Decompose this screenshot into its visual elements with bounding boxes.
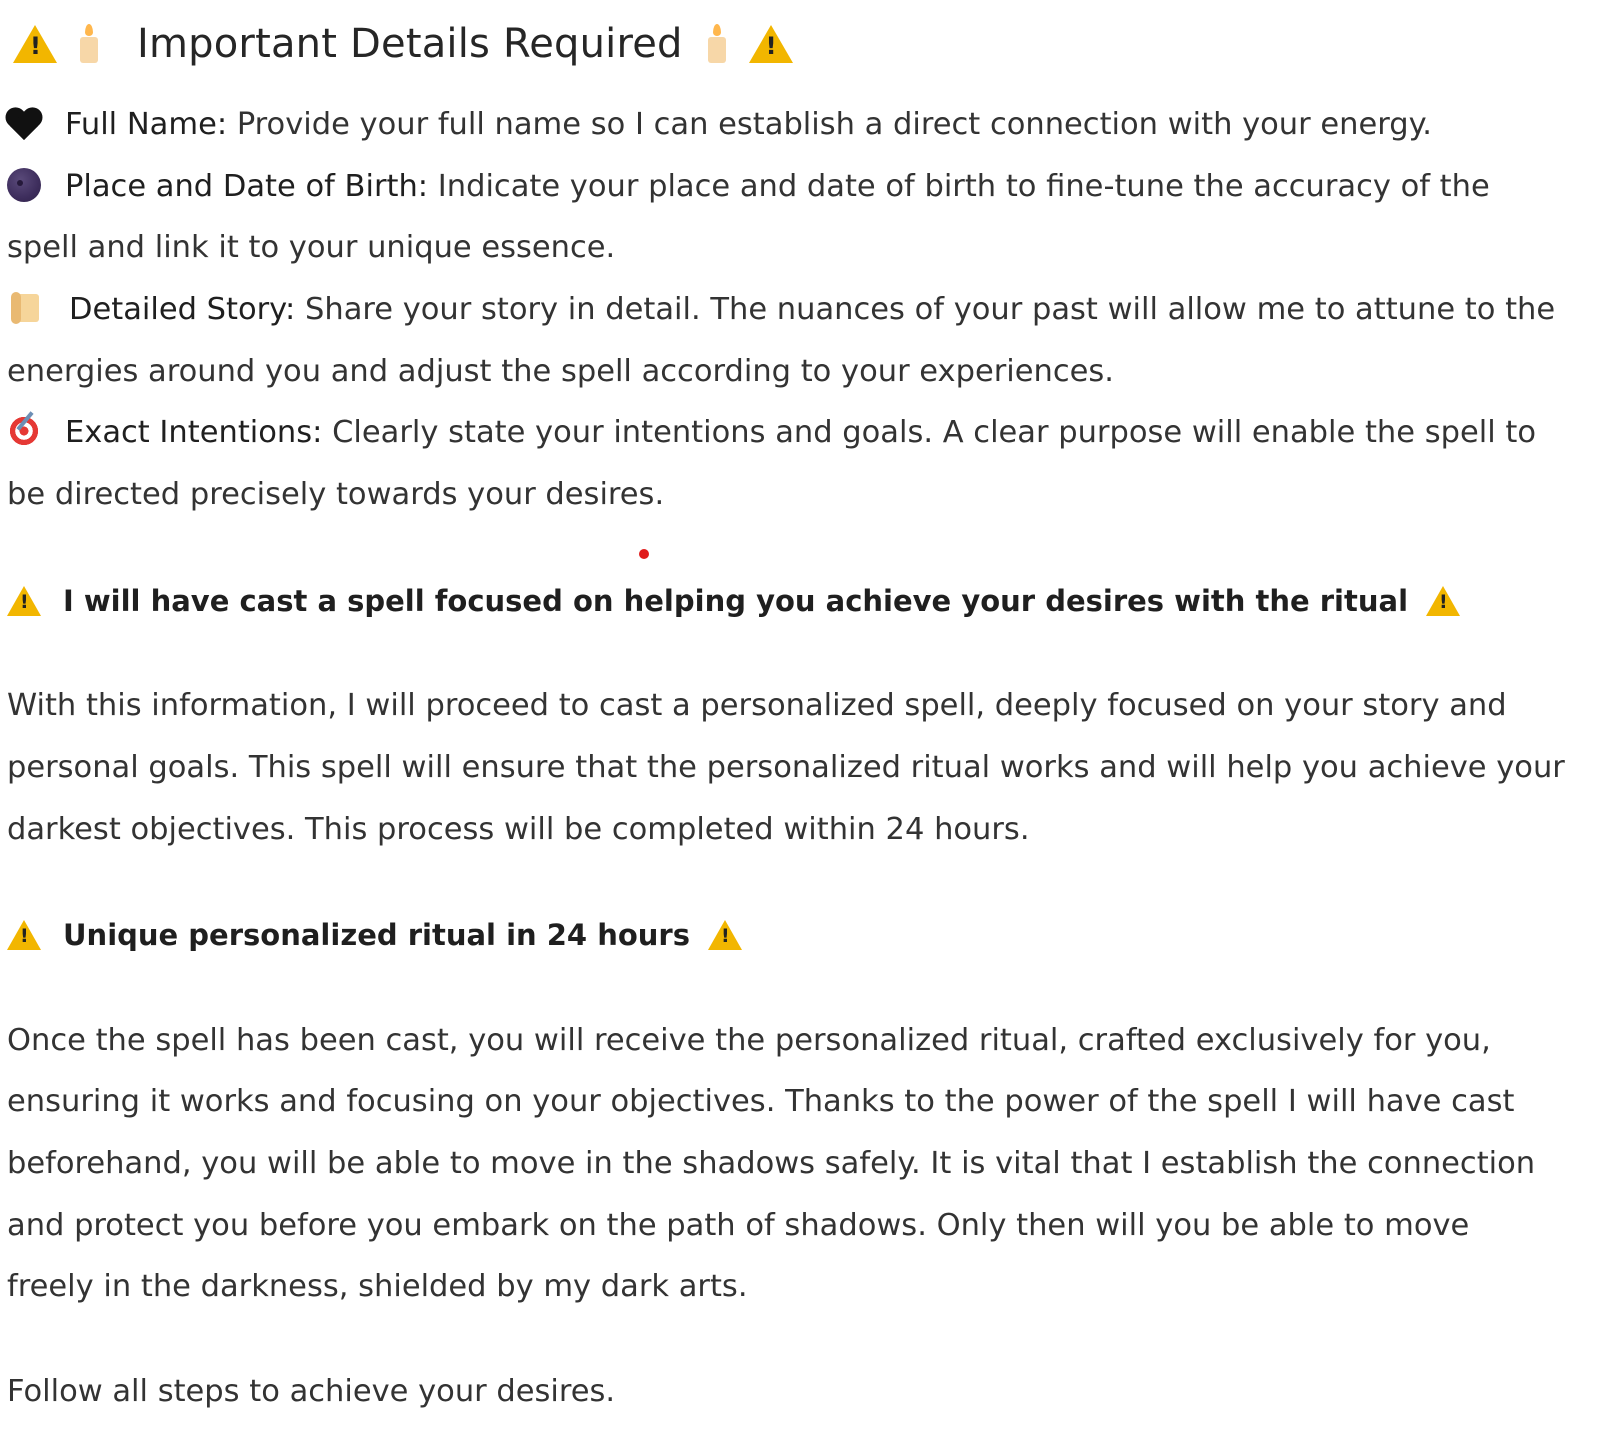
detail-text: Share your story in detail. The nuances of your past will allow me to attune to the	[305, 292, 1556, 327]
page-title	[13, 14, 793, 74]
paragraph-line: With this information, I will proceed to cast a personalized spell, deeply focused on your story and	[7, 688, 1507, 723]
detail-text: spell and link it to your unique essence.	[7, 230, 616, 265]
detail-birth-cont	[7, 228, 615, 268]
paragraph-line: personal goals. This spell will ensure that the personalized ritual works and will help you achieve your	[7, 750, 1565, 785]
warning-icon	[7, 586, 41, 616]
notice-ritual-24h	[7, 915, 742, 955]
candle-icon	[707, 24, 727, 64]
warning-icon	[708, 920, 742, 950]
warning-icon	[1426, 586, 1460, 616]
notice-ritual-spell	[7, 581, 1460, 621]
detail-story-cont	[7, 352, 1114, 392]
paragraph-line: and protect you before you embark on the path of shadows. Only then will you be able to move	[7, 1208, 1470, 1243]
detail-text: Provide your full name so I can establish a direct connection with your energy.	[236, 107, 1432, 142]
paragraph-line: darkest objectives. This process will be completed within 24 hours.	[7, 812, 1030, 847]
target-icon	[7, 414, 41, 448]
detail-birth	[7, 167, 1490, 207]
detail-label: Full Name:	[65, 107, 228, 142]
moon-icon	[7, 168, 41, 202]
warning-icon	[749, 25, 793, 63]
detail-intentions	[7, 413, 1536, 453]
detail-intentions-cont	[7, 475, 664, 515]
warning-icon	[13, 25, 57, 63]
detail-label: Exact Intentions:	[65, 415, 323, 450]
notice-text: I will have cast a spell focused on helping you achieve your desires with the ritual	[63, 584, 1409, 618]
detail-text: be directed precisely towards your desires.	[7, 477, 665, 512]
red-dot-marker	[639, 549, 649, 559]
detail-text: Clearly state your intentions and goals. A clear purpose will enable the spell to	[332, 415, 1536, 450]
warning-icon	[7, 920, 41, 950]
detail-label: Place and Date of Birth:	[65, 169, 429, 204]
detail-text: Indicate your place and date of birth to fine-tune the accuracy of the	[437, 169, 1490, 204]
detail-story	[7, 290, 1555, 330]
detail-full-name	[7, 105, 1432, 145]
notice-text: Unique personalized ritual in 24 hours	[63, 918, 690, 952]
detail-label: Detailed Story:	[69, 292, 296, 327]
black-heart-icon	[7, 106, 45, 140]
closing-line: Follow all steps to achieve your desires.	[7, 1374, 616, 1409]
paragraph-line: freely in the darkness, shielded by my dark arts.	[7, 1269, 748, 1304]
detail-text: energies around you and adjust the spell according to your experiences.	[7, 354, 1114, 389]
paragraph-line: ensuring it works and focusing on your objectives. Thanks to the power of the spell I will have cast	[7, 1084, 1515, 1119]
paragraph-line: beforehand, you will be able to move in the shadows safely. It is vital that I establish the connection	[7, 1146, 1536, 1181]
scroll-icon	[11, 292, 41, 324]
candle-icon	[79, 24, 99, 64]
title-text: Important Details Required	[137, 21, 683, 67]
paragraph-line: Once the spell has been cast, you will receive the personalized ritual, crafted exclusively for you,	[7, 1023, 1491, 1058]
